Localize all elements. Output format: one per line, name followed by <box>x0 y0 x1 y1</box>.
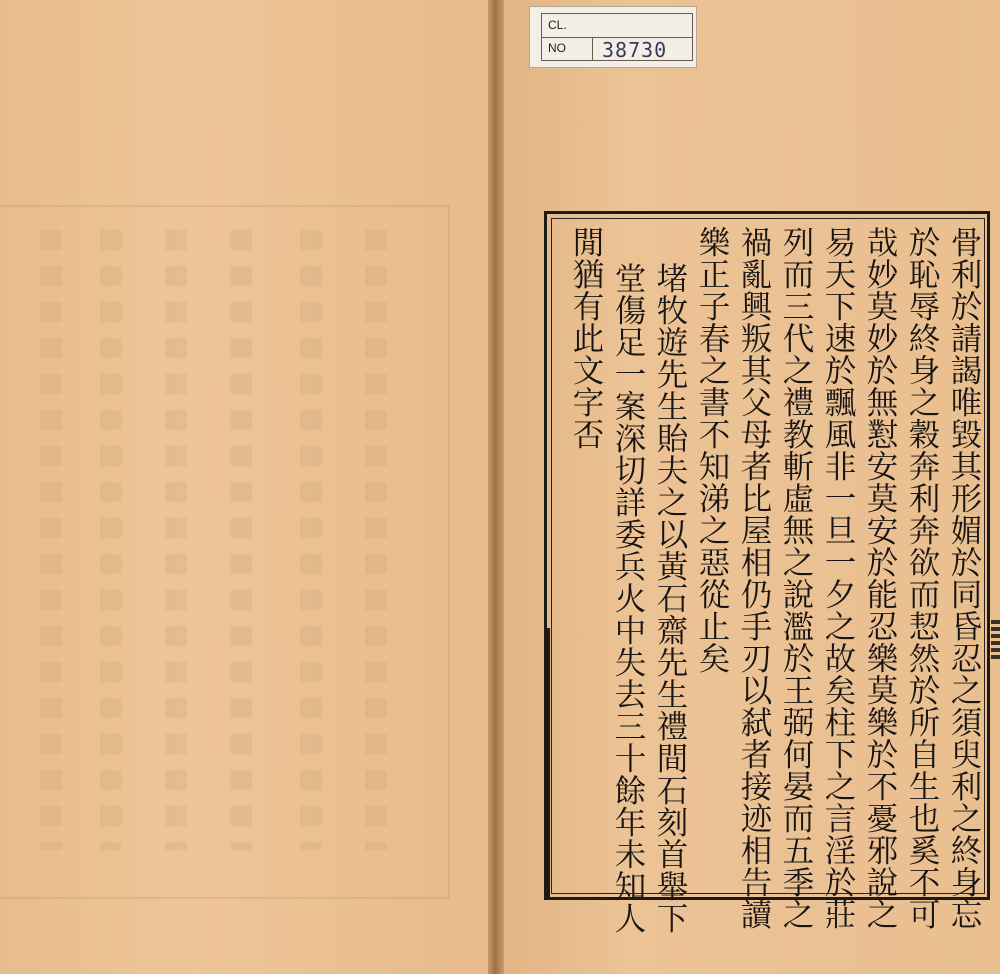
text-column-3: 哉妙莫妙於無懟安莫安於能忍樂莫樂於不憂邪說之 <box>862 226 898 930</box>
text-column-1: 骨利於請謁唯毀其形媚於同昏忍之須臾利之終身忘 <box>946 226 982 930</box>
frame-left-rule <box>544 628 550 898</box>
left-page <box>0 0 492 974</box>
library-call-number-label <box>529 6 697 68</box>
bleed-through-column <box>100 230 122 850</box>
text-column-10: 閒猶有此文字否 <box>568 226 604 450</box>
bleed-through-column <box>230 230 252 850</box>
label-row-cl <box>542 14 692 38</box>
label-row-no <box>542 37 692 60</box>
text-column-7: 樂正子春之書不知涕之惡從止矣 <box>694 226 730 674</box>
label-call-number: 38730 <box>602 38 668 62</box>
text-column-4: 易天下速於飄風非一旦一夕之故矣柱下之言淫於莊 <box>820 226 856 930</box>
text-column-5: 列而三代之禮教斬虛無之說濫於王弼何晏而五季之 <box>778 226 814 930</box>
label-table <box>541 13 693 61</box>
text-column-6: 禍亂興叛其父母者比屋相仍手刃以弑者接迹相告讀 <box>736 226 772 930</box>
bleed-through-column <box>165 230 187 850</box>
text-column-9: 堂傷足一案深切詳委兵火中失去三十餘年未知人 <box>610 262 646 934</box>
margin-fish-tail-mark <box>991 620 1000 660</box>
book-gutter <box>488 0 504 974</box>
label-cl-key: CL. <box>548 18 567 32</box>
bleed-through-column <box>40 230 62 850</box>
label-no-key: NO <box>548 41 566 55</box>
bleed-through-column <box>300 230 322 850</box>
bleed-through-column <box>365 230 387 850</box>
text-column-2: 於恥辱終身之穀奔利奔欲而恝然於所自生也奚不可 <box>904 226 940 930</box>
text-column-8: 堵牧遊先生貽夫之以黃石齋先生禮間石刻首舉下 <box>652 262 688 934</box>
